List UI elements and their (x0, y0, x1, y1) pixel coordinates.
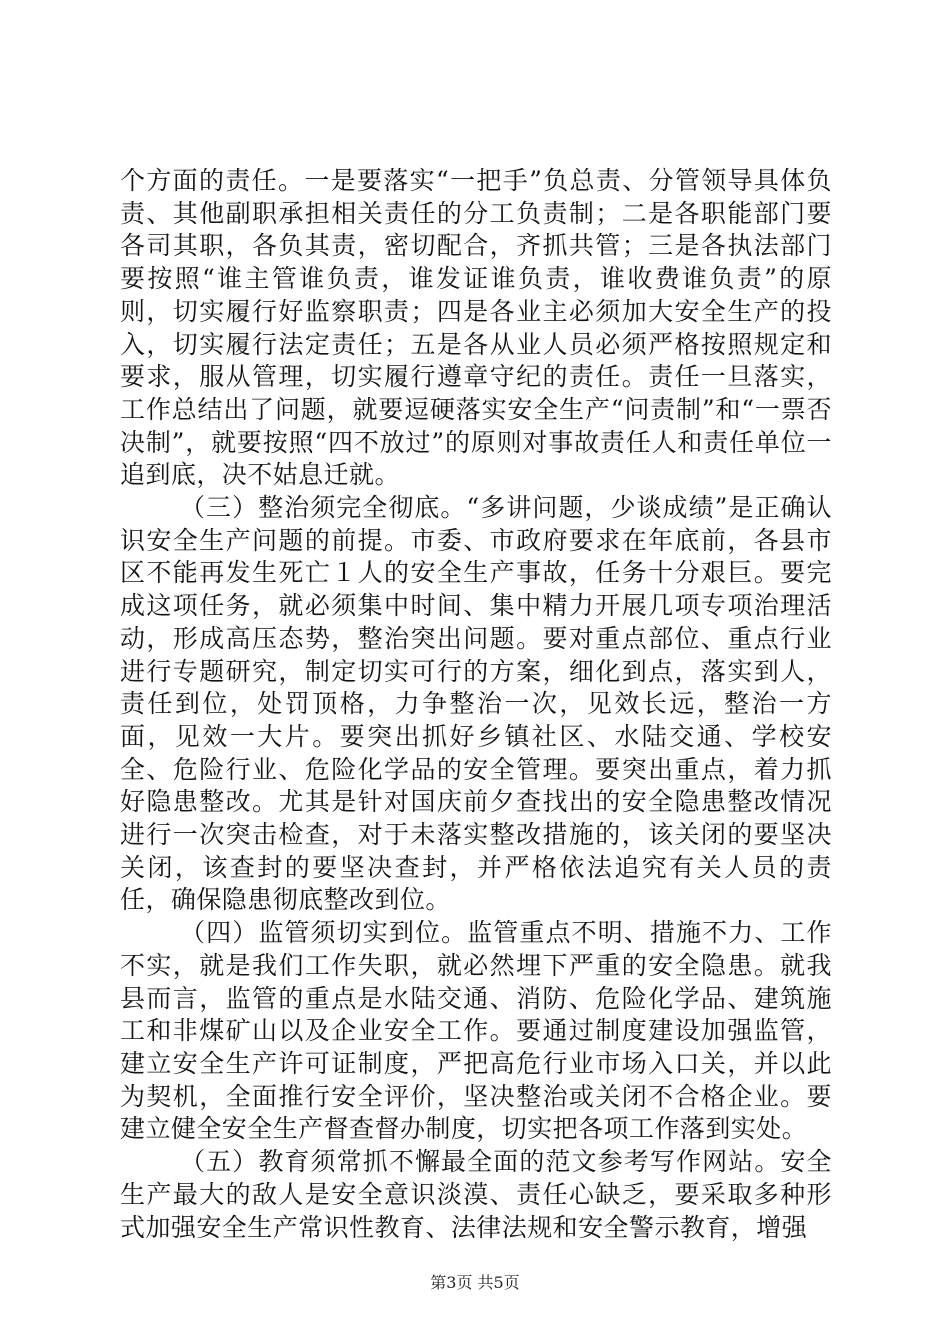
paragraph-section-3: （三）整治须完全彻底。“多讲问题，少谈成绩”是正确认识安全生产问题的前提。市委、市政府要求在年底前，各县市区不能再发生死亡１人的安全生产事故，任务十分艰巨。要完成这项任务，就必须集中时间、集中精力开展几项专项治理活动，形成高压态势，整治突出问题。要对重点部位、重点行业进行专题研究，制定切实可行的方案，细化到点，落实到人，责任到位，处罚顶格，力争整治一次，见效长远，整治一方面，见效一大片。要突出抓好乡镇社区、水陆交通、学校安全、危险行业、危险化学品的安全管理。要突出重点，着力抓好隐患整改。尤其是针对国庆前夕查找出的安全隐患整改情况进行一次突击检查，对于未落实整改措施的，该关闭的要坚决关闭，该查封的要坚决查封，并严格依法追究有关人员的责任，确保隐患彻底整改到位。 (120, 493, 832, 915)
paragraph-responsibility: 个方面的责任。一是要落实“一把手”负总责、分管领导具体负责、其他副职承担相关责任的分工负责制；二是各职能部门要各司其职，各负其责，密切配合，齐抓共管；三是各执法部门要按照“谁主管谁负责，谁发证谁负责，谁收费谁负责”的原则，切实履行好监察职责；四是各业主必须加大安全生产的投入，切实履行法定责任；五是各从业人员必须严格按照规定和要求，服从管理，切实履行遵章守纪的责任。责任一旦落实，工作总结出了问题，就要逗硬落实安全生产“问责制”和“一票否决制”，就要按照“四不放过”的原则对事故责任人和责任单位一追到底，决不姑息迁就。 (120, 166, 832, 490)
page-footer: 第3页 共5页 (430, 1273, 520, 1292)
paragraph-section-4: （四）监管须切实到位。监管重点不明、措施不力、工作不实，就是我们工作失职，就必然埋下严重的安全隐患。就我县而言，监管的重点是水陆交通、消防、危险化学品、建筑施工和非煤矿山以及企业安全工作。要通过制度建设加强监管，建立安全生产许可证制度，严把高危行业市场入口关，并以此为契机，全面推行安全评价，坚决整治或关闭不合格企业。要建立健全安全生产督查督办制度，切实把各项工作落到实处。 (120, 918, 832, 1144)
body-text (120, 165, 832, 1244)
paragraph-section-5: （五）教育须常抓不懈最全面的范文参考写作网站。安全生产最大的敌人是安全意识淡漠、责任心缺乏，要采取多种形式加强安全生产常识性教育、法律法规和安全警示教育，增强 (120, 1147, 832, 1242)
